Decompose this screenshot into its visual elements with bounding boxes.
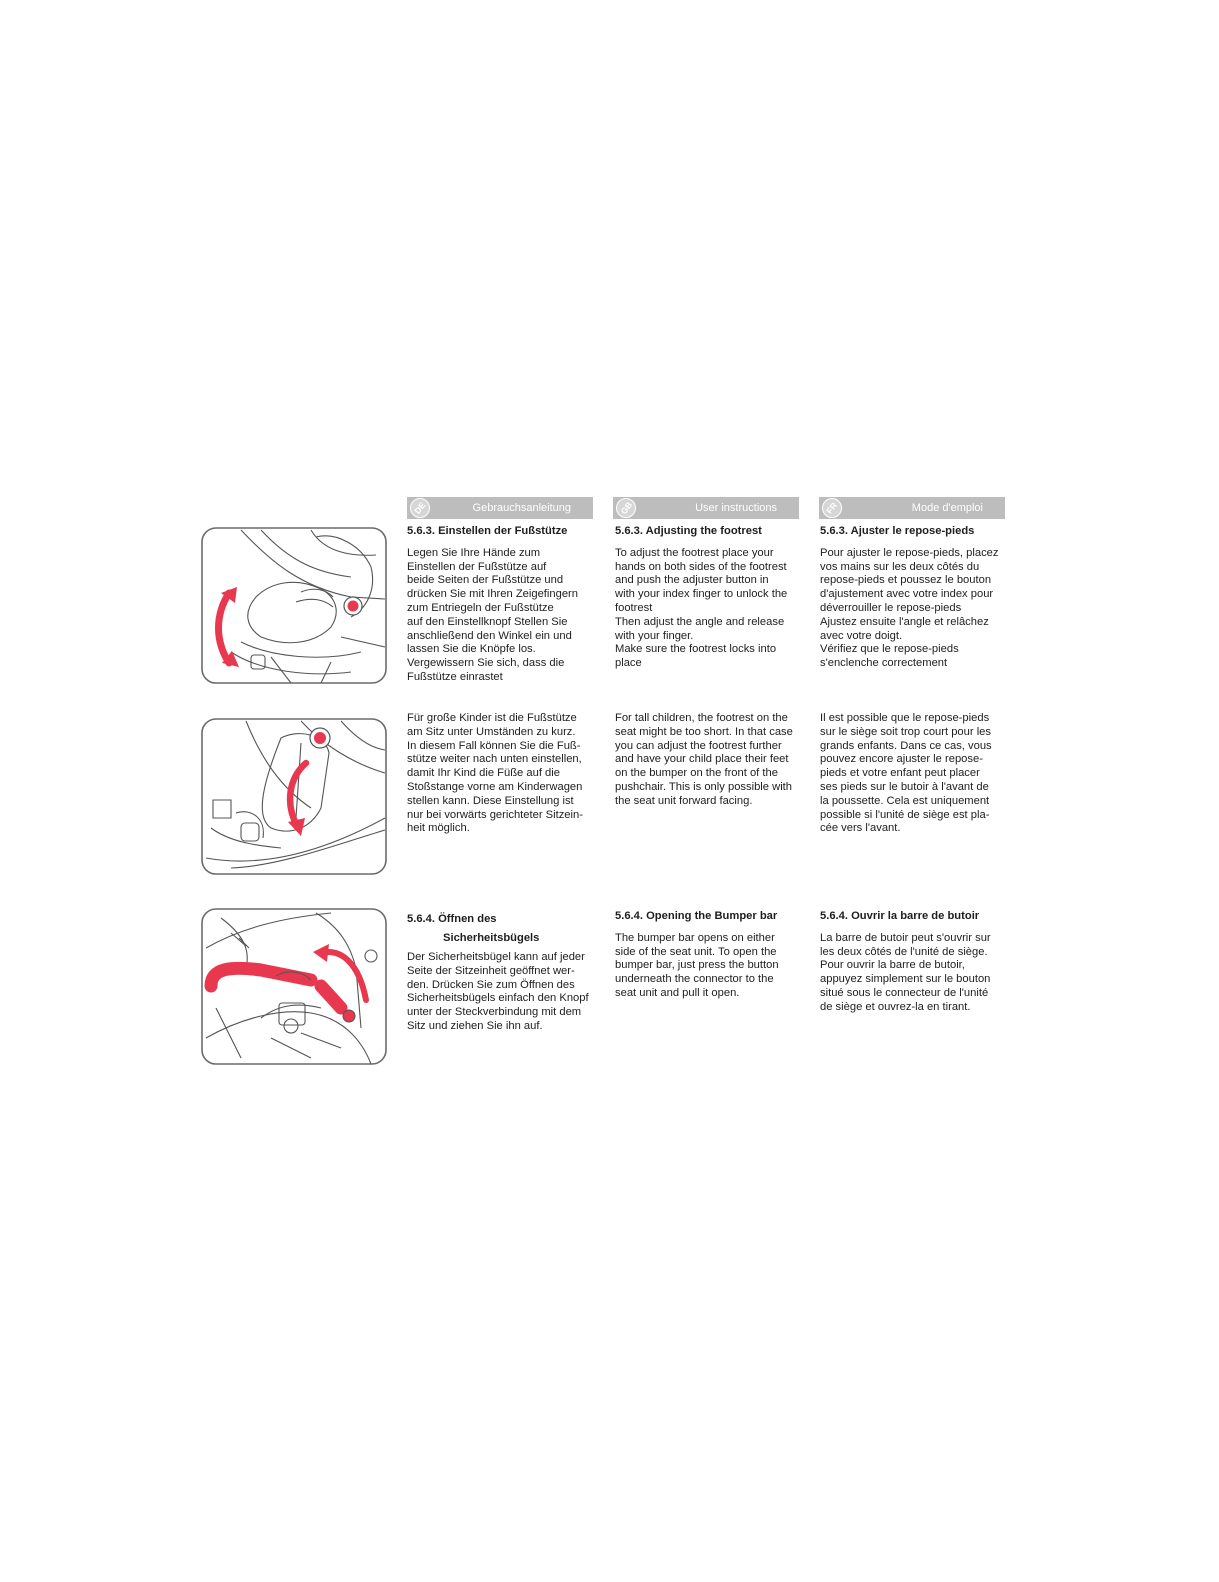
section-title-continued: Sicherheitsbügels — [443, 932, 540, 944]
section-body: Für große Kinder ist die Fußstütze am Sitz unter Umständen zu kurz. In diesem Fall können Sie die Fuß- stütze weiter nach unten einstellen, damit Ihr Kind die Füße auf die Stoßstange vorne am Kinderwagen stellen kann. Diese Einstellung ist nur bei vorwärts gerichteter Sitzein- heit möglich. — [407, 712, 583, 835]
tall-children-de-column — [407, 712, 597, 836]
section-title: 5.6.4. Ouvrir la barre de butoir — [820, 910, 980, 922]
section-title: 5.6.3. Adjusting the footrest — [615, 525, 762, 537]
footrest-gb-column — [615, 525, 805, 671]
section-body: La barre de butoir peut s'ouvrir sur les deux côtés de l'unité de siège. Pour ouvrir la barre de butoir, appuyez simplement sur le bouton situé sous le connecteur de l'unité de siège et ouvrez-la en tirant. — [820, 931, 991, 1013]
section-body: Legen Sie Ihre Hände zum Einstellen der Fußstütze auf beide Seiten der Fußstütze und drücken Sie mit Ihren Zeigefingern zum Entriegeln der Fußstütze auf den Einstellknopf Stellen Sie anschließend den Winkel ein und lassen Sie die Knöpfe los. Vergewissern Sie sich, dass die Fußstütze einrastet — [407, 546, 579, 683]
footrest-de-column — [407, 525, 597, 685]
section-body: Il est possible que le repose-pieds sur le siège soit trop court pour les grands enfants. Dans ce cas, vous pouvez encore ajuster le repose- pieds et votre enfant peut placer ses pieds sur le butoir à l'avant de la poussette. Cela est uniquement possible si l'unité de siège est pla- cée vers l'avant. — [820, 712, 992, 835]
bumper-bar-fr-column — [820, 910, 1010, 1015]
lang-badge-fr: FR — [822, 498, 842, 518]
lang-header-de — [407, 497, 593, 519]
section-body: The bumper bar opens on either side of the seat unit. To open the bumper bar, just press the button underneath the connector to the seat unit and pull it open. — [615, 931, 779, 999]
lang-badge-gb: GB — [616, 498, 636, 518]
footrest-lowered-illustration — [201, 718, 387, 875]
tall-children-gb-column — [615, 712, 805, 809]
section-title: 5.6.4. Opening the Bumper bar — [615, 910, 778, 922]
lang-header-fr — [819, 497, 1005, 519]
section-body: For tall children, the footrest on the seat might be too short. In that case you can adjust the footrest further and have your child place their feet on the bumper on the front of the pushchair. This is only possible with the seat unit forward facing. — [615, 712, 793, 807]
tall-children-fr-column — [820, 712, 1010, 836]
section-title: 5.6.3. Einstellen der Fußstütze — [407, 525, 568, 537]
section-body: Pour ajuster le repose-pieds, placez vos mains sur les deux côtés du repose-pieds et poussez le bouton d'ajustement avec votre index pour déverrouiller le repose-pieds Ajustez ensuite l'angle et relâchez avec votre doigt. Vérifiez que le repose-pieds s'enclenche correctement — [820, 546, 999, 670]
bumper-bar-gb-column — [615, 910, 805, 1001]
footrest-adjust-illustration — [201, 527, 387, 684]
footrest-fr-column — [820, 525, 1010, 671]
bumper-bar-illustration — [201, 908, 387, 1065]
lang-label-de: Gebrauchsanleitung — [472, 502, 571, 514]
section-body: To adjust the footrest place your hands on both sides of the footrest and push the adjuster button in with your index finger to unlock the footrest Then adjust the angle and release with your finger. Make sure the footrest locks into place — [615, 546, 788, 670]
lang-label-gb: User instructions — [695, 502, 777, 514]
section-title: 5.6.4. Öffnen des — [407, 913, 497, 925]
section-body: Der Sicherheitsbügel kann auf jeder Seite der Sitzeinheit geöffnet wer- den. Drücken Sie zum Öffnen des Sicherheitsbügels einfach den Knopf unter der Steckverbindung mit dem Sitz und ziehen Sie ihn auf. — [407, 951, 589, 1032]
section-title: 5.6.3. Ajuster le repose-pieds — [820, 525, 975, 537]
bumper-bar-de-column — [407, 910, 597, 1034]
lang-badge-de: DE — [410, 498, 430, 518]
lang-label-fr: Mode d'emploi — [911, 502, 983, 514]
lang-header-gb — [613, 497, 799, 519]
